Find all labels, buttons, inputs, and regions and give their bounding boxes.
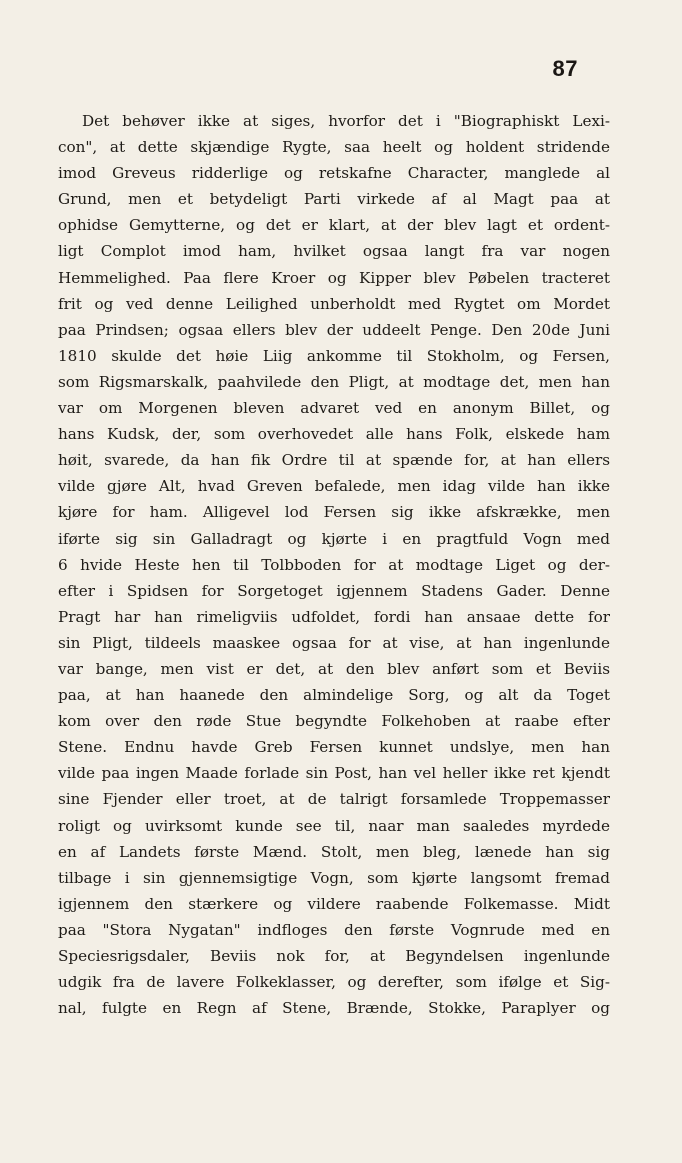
text-line: hans Kudsk, der, som overhovedet alle hans Folk, elskede ham — [58, 425, 610, 444]
text-line: iførte sig sin Galladragt og kjørte i en pragtfuld Vogn med — [58, 529, 610, 548]
text-line: frit og ved denne Leilighed unberholdt med Rygtet om Mordet — [58, 294, 610, 313]
text-line: vilde gjøre Alt, hvad Greven befalede, men idag vilde han ikke — [58, 477, 610, 496]
text-line: høit, svarede, da han fik Ordre til at spænde for, at han ellers — [58, 451, 610, 470]
text-line: 6 hvide Heste hen til Tolbboden for at modtage Liget og der- — [58, 555, 610, 574]
text-line: Pragt har han rimeligviis udfoldet, fordi han ansaae dette for — [58, 607, 610, 626]
text-line: sin Pligt, tildeels maaskee ogsaa for at vise, at han ingenlunde — [58, 633, 610, 652]
text-line: igjennem den stærkere og vildere raabende Folkemasse. Midt — [58, 894, 610, 913]
text-line: paa, at han haanede den almindelige Sorg, og alt da Toget — [58, 686, 610, 705]
text-line: roligt og uvirksomt kunde see til, naar man saaledes myrdede — [58, 816, 610, 835]
text-line: udgik fra de lavere Folkeklasser, og derefter, som ifølge et Sig- — [58, 973, 610, 992]
text-line: Stene. Endnu havde Greb Fersen kunnet undslye, men han — [58, 738, 610, 757]
text-line: ophidse Gemytterne, og det er klart, at der blev lagt et ordent- — [58, 216, 610, 235]
text-line: nal, fulgte en Regn af Stene, Brænde, Stokke, Paraplyer og — [58, 999, 610, 1018]
text-line: vilde paa ingen Maade forlade sin Post, han vel heller ikke ret kjendt — [58, 764, 610, 783]
text-line: var bange, men vist er det, at den blev anført som et Beviis — [58, 659, 610, 678]
text-line: tilbage i sin gjennemsigtige Vogn, som kjørte langsomt fremad — [58, 868, 610, 887]
text-line: paa "Stora Nygatan" indfloges den første Vognrude med en — [58, 920, 610, 939]
text-line: en af Landets første Mænd. Stolt, men bleg, lænede han sig — [58, 842, 610, 861]
text-line: ligt Complot imod ham, hvilket ogsaa langt fra var nogen — [58, 242, 610, 261]
text-line: sine Fjender eller troet, at de talrigt forsamlede Troppemasser — [58, 790, 610, 809]
text-line: con", at dette skjændige Rygte, saa heelt og holdent stridende — [58, 138, 610, 157]
text-line: Speciesrigsdaler, Beviis nok for, at Begyndelsen ingenlunde — [58, 947, 610, 965]
text-line: var om Morgenen bleven advaret ved en anonym Billet, og — [58, 399, 610, 418]
body-text — [58, 108, 610, 1021]
text-line: kjøre for ham. Alligevel lod Fersen sig ikke afskrække, men — [58, 503, 610, 522]
text-line: paa Prindsen; ogsaa ellers blev der uddeelt Penge. Den 20de Juni — [58, 320, 610, 339]
text-line: 1810 skulde det høie Liig ankomme til Stokholm, og Fersen, — [58, 346, 610, 365]
text-line: som Rigsmarskalk, paahvilede den Pligt, at modtage det, men han — [58, 372, 610, 391]
text-line: Hemmelighed. Paa flere Kroer og Kipper blev Pøbelen tracteret — [58, 268, 610, 287]
text-line: Grund, men et betydeligt Parti virkede af al Magt paa at — [58, 190, 610, 209]
text-line: imod Greveus ridderlige og retskafne Character, manglede al — [58, 164, 610, 183]
text-line: efter i Spidsen for Sorgetoget igjennem Stadens Gader. Denne — [58, 581, 610, 600]
page-number: 87 — [552, 56, 578, 81]
text-line: Det behøver ikke at siges, hvorfor det i "Biographiskt Lexi- — [82, 112, 610, 130]
text-line: kom over den røde Stue begyndte Folkehoben at raabe efter — [58, 712, 610, 731]
